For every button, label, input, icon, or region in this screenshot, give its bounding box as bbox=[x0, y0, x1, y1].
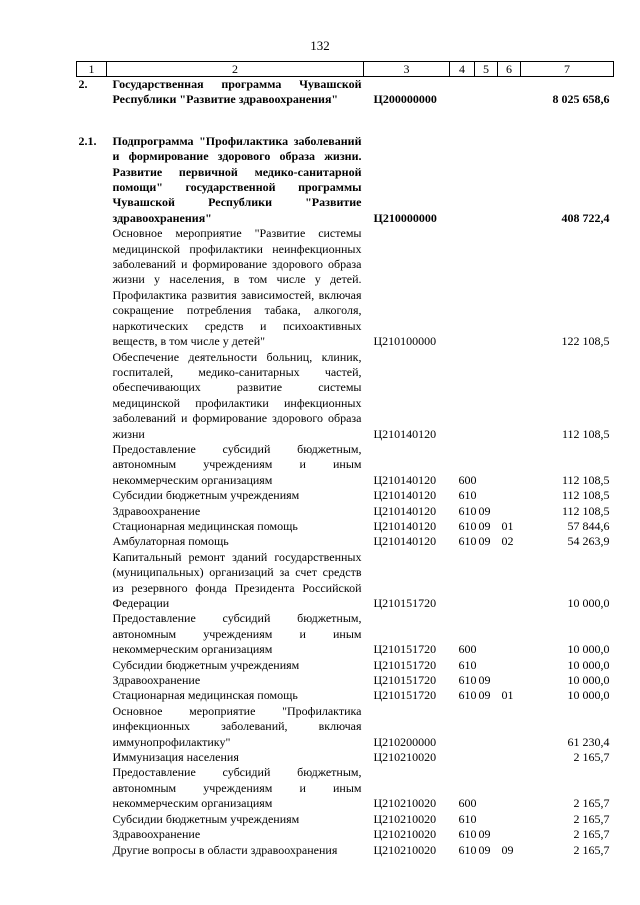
row-number bbox=[77, 688, 107, 703]
row-amount: 2 165,7 bbox=[573, 842, 610, 857]
column-header: 7 bbox=[521, 62, 614, 77]
column-header: 3 bbox=[364, 62, 450, 77]
row-section bbox=[475, 442, 498, 488]
row-name: Субсидии бюджетным учреждениям bbox=[112, 488, 300, 503]
row-code: Ц210151720 bbox=[373, 596, 437, 610]
row-name: Обеспечение деятельности больниц, клиник, госпиталей, медико-санитарных частей, обеспечивающих развитие системы медицинской профилактики инфекционных заболеваний и формирование здорового образа жизни bbox=[112, 349, 362, 441]
column-header: 2 bbox=[107, 62, 364, 77]
row-number: 2. bbox=[78, 77, 88, 91]
row-number bbox=[77, 704, 107, 750]
row-expense-type: 600 bbox=[458, 472, 477, 487]
spacer-cell bbox=[77, 108, 614, 134]
row-expense-type bbox=[450, 750, 475, 765]
row-code: Ц210140120 bbox=[373, 426, 437, 441]
row-subsection bbox=[498, 134, 521, 226]
row-subsection bbox=[498, 226, 521, 349]
row-code: Ц210151720 bbox=[373, 688, 437, 703]
row-number bbox=[77, 765, 107, 811]
row-number bbox=[77, 843, 107, 858]
row-subsection bbox=[498, 504, 521, 519]
row-name: Предоставление субсидий бюджетным, автономным учреждениям и иным некоммерческим организациям bbox=[112, 611, 362, 657]
row-section: 09 bbox=[478, 503, 491, 518]
row-expense-type: 610 bbox=[458, 503, 477, 518]
row-name: Здравоохранение bbox=[112, 503, 201, 518]
row-subsection bbox=[498, 750, 521, 765]
page-number: 132 bbox=[310, 38, 330, 53]
table-row bbox=[77, 77, 614, 108]
row-amount: 10 000,0 bbox=[567, 642, 610, 657]
row-code: Ц210140120 bbox=[373, 488, 437, 503]
row-expense-type bbox=[450, 226, 475, 349]
row-section bbox=[475, 658, 498, 673]
table-row bbox=[77, 519, 614, 534]
table-row bbox=[77, 750, 614, 765]
row-amount: 112 108,5 bbox=[561, 472, 610, 487]
row-code: Ц210210020 bbox=[373, 796, 437, 811]
row-number bbox=[77, 488, 107, 503]
row-amount: 2 165,7 bbox=[573, 811, 610, 826]
row-number bbox=[77, 827, 107, 842]
row-expense-type: 610 bbox=[458, 842, 477, 857]
row-expense-type: 610 bbox=[458, 488, 477, 503]
table-row bbox=[77, 812, 614, 827]
row-amount: 2 165,7 bbox=[573, 827, 610, 842]
row-number bbox=[77, 550, 107, 612]
row-subsection: 01 bbox=[501, 688, 514, 703]
row-expense-type bbox=[450, 77, 475, 108]
table-row bbox=[77, 504, 614, 519]
row-amount: 57 844,6 bbox=[567, 518, 610, 533]
row-number bbox=[77, 812, 107, 827]
row-amount: 10 000,0 bbox=[567, 596, 610, 610]
row-name: Субсидии бюджетным учреждениям bbox=[112, 657, 300, 672]
row-name: Субсидии бюджетным учреждениям bbox=[112, 811, 300, 826]
row-number bbox=[77, 519, 107, 534]
row-code: Ц210200000 bbox=[373, 734, 437, 749]
row-name: Амбулаторная помощь bbox=[112, 534, 229, 549]
table-row bbox=[77, 688, 614, 703]
row-name: Подпрограмма "Профилактика заболеваний и формирование здорового образа жизни. Развитие первичной медико-санитарной помощи" государственной программы Чувашской Республики "Развитие здравоохранения" bbox=[112, 133, 362, 225]
row-number bbox=[77, 226, 107, 349]
row-number bbox=[77, 534, 107, 549]
table-row bbox=[77, 226, 614, 349]
row-number bbox=[77, 350, 107, 442]
row-expense-type bbox=[450, 550, 475, 612]
row-amount: 10 000,0 bbox=[567, 657, 610, 672]
row-number bbox=[77, 442, 107, 488]
row-expense-type: 610 bbox=[458, 534, 477, 549]
row-name: Основное мероприятие "Развитие системы медицинской профилактики неинфекционных заболеваний и формирование здорового образа жизни у населения, в том числе у детей. Профилактика развития зависимостей, включая сокращение потребления табака, алкоголя, наркотических средств и психоактивных веществ, в том числе у детей" bbox=[112, 226, 362, 349]
column-header: 1 bbox=[77, 62, 107, 77]
table-row bbox=[77, 658, 614, 673]
row-expense-type: 610 bbox=[458, 673, 477, 688]
table-row bbox=[77, 827, 614, 842]
row-section bbox=[475, 611, 498, 657]
row-section: 09 bbox=[478, 842, 491, 857]
row-code: Ц210210020 bbox=[373, 842, 437, 857]
row-number bbox=[77, 611, 107, 657]
table-row bbox=[77, 673, 614, 688]
row-name: Капитальный ремонт зданий государственных (муниципальных) организаций за счет средств из резервного фонда Президента Российской Федерации bbox=[112, 549, 362, 610]
budget-table bbox=[76, 61, 614, 858]
row-code: Ц210151720 bbox=[373, 642, 437, 657]
row-code: Ц210210020 bbox=[373, 811, 437, 826]
row-name: Государственная программа Чувашской Республики "Развитие здравоохранения" bbox=[112, 77, 362, 107]
table-row bbox=[77, 134, 614, 226]
row-section bbox=[475, 134, 498, 226]
row-code: Ц210140120 bbox=[373, 503, 437, 518]
row-amount: 10 000,0 bbox=[567, 688, 610, 703]
table-row bbox=[77, 442, 614, 488]
row-amount: 10 000,0 bbox=[567, 673, 610, 688]
row-expense-type: 610 bbox=[458, 518, 477, 533]
row-section bbox=[475, 704, 498, 750]
row-subsection bbox=[498, 488, 521, 503]
row-amount: 408 722,4 bbox=[561, 210, 610, 225]
row-subsection bbox=[498, 704, 521, 750]
row-code: Ц200000000 bbox=[373, 92, 437, 107]
row-name: Стационарная медицинская помощь bbox=[112, 518, 298, 533]
row-subsection: 02 bbox=[501, 534, 514, 549]
row-amount: 112 108,5 bbox=[561, 503, 610, 518]
row-code: Ц210151720 bbox=[373, 673, 437, 688]
row-section: 09 bbox=[478, 688, 491, 703]
row-amount: 122 108,5 bbox=[561, 334, 610, 349]
row-subsection: 09 bbox=[501, 842, 514, 857]
row-section bbox=[475, 550, 498, 612]
row-section bbox=[475, 350, 498, 442]
row-section: 09 bbox=[478, 534, 491, 549]
table-row bbox=[77, 488, 614, 503]
table-row bbox=[77, 843, 614, 858]
row-amount: 112 108,5 bbox=[561, 488, 610, 503]
row-code: Ц210210020 bbox=[373, 827, 437, 842]
row-amount: 8 025 658,6 bbox=[552, 92, 610, 107]
table-row bbox=[77, 550, 614, 612]
row-subsection: 01 bbox=[501, 518, 514, 533]
table-row bbox=[77, 704, 614, 750]
row-expense-type bbox=[450, 350, 475, 442]
table-row bbox=[77, 534, 614, 549]
row-amount: 2 165,7 bbox=[573, 796, 610, 811]
row-amount: 112 108,5 bbox=[561, 426, 610, 441]
row-subsection bbox=[498, 673, 521, 688]
row-code: Ц210140120 bbox=[373, 472, 437, 487]
row-name: Основное мероприятие "Профилактика инфекционных заболеваний, включая иммунопрофилактику" bbox=[112, 703, 362, 749]
row-section: 09 bbox=[478, 673, 491, 688]
row-subsection bbox=[498, 611, 521, 657]
row-amount: 54 263,9 bbox=[567, 534, 610, 549]
row-subsection bbox=[498, 812, 521, 827]
row-expense-type: 600 bbox=[458, 642, 477, 657]
table-row bbox=[77, 350, 614, 442]
row-section: 09 bbox=[478, 518, 491, 533]
table-row bbox=[77, 611, 614, 657]
row-code: Ц210100000 bbox=[373, 334, 437, 349]
row-code: Ц210140120 bbox=[373, 534, 437, 549]
row-subsection bbox=[498, 550, 521, 612]
row-name: Предоставление субсидий бюджетным, автономным учреждениям и иным некоммерческим организациям bbox=[112, 441, 362, 487]
row-subsection bbox=[498, 658, 521, 673]
row-expense-type: 600 bbox=[458, 796, 477, 811]
table-body bbox=[77, 77, 614, 858]
row-expense-type: 610 bbox=[458, 688, 477, 703]
row-name: Здравоохранение bbox=[112, 827, 201, 842]
row-expense-type: 610 bbox=[458, 657, 477, 672]
row-expense-type: 610 bbox=[458, 827, 477, 842]
row-code: Ц210210020 bbox=[373, 750, 437, 765]
row-section bbox=[475, 765, 498, 811]
column-number-row bbox=[77, 62, 614, 77]
row-name: Здравоохранение bbox=[112, 673, 201, 688]
row-code: Ц210000000 bbox=[373, 210, 437, 225]
row-number bbox=[77, 750, 107, 765]
row-section: 09 bbox=[478, 827, 491, 842]
row-amount: 61 230,4 bbox=[567, 734, 610, 749]
row-expense-type bbox=[450, 134, 475, 226]
row-subsection bbox=[498, 442, 521, 488]
row-number bbox=[77, 673, 107, 688]
row-subsection bbox=[498, 77, 521, 108]
row-section bbox=[475, 226, 498, 349]
column-header: 5 bbox=[475, 62, 498, 77]
row-code: Ц210140120 bbox=[373, 518, 437, 533]
row-name: Другие вопросы в области здравоохранения bbox=[112, 842, 338, 857]
row-name: Иммунизация населения bbox=[112, 750, 239, 765]
row-subsection bbox=[498, 827, 521, 842]
row-expense-type bbox=[450, 704, 475, 750]
row-number bbox=[77, 504, 107, 519]
row-subsection bbox=[498, 350, 521, 442]
row-section bbox=[475, 812, 498, 827]
row-name: Предоставление субсидий бюджетным, автономным учреждениям и иным некоммерческим организациям bbox=[112, 765, 362, 811]
row-number bbox=[77, 658, 107, 673]
row-spacer bbox=[77, 108, 614, 134]
column-header: 6 bbox=[498, 62, 521, 77]
column-header: 4 bbox=[450, 62, 475, 77]
table-row bbox=[77, 765, 614, 811]
row-amount: 2 165,7 bbox=[573, 750, 610, 765]
row-number: 2.1. bbox=[78, 133, 97, 148]
row-section bbox=[475, 77, 498, 108]
row-section bbox=[475, 488, 498, 503]
row-subsection bbox=[498, 765, 521, 811]
row-expense-type: 610 bbox=[458, 811, 477, 826]
row-code: Ц210151720 bbox=[373, 657, 437, 672]
row-section bbox=[475, 750, 498, 765]
row-name: Стационарная медицинская помощь bbox=[112, 688, 298, 703]
